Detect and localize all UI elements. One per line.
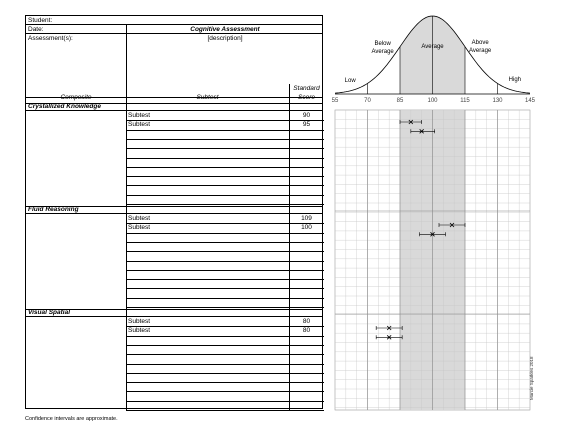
section-name: Fluid Reasoning [28, 206, 79, 213]
description-text: [description] [207, 35, 243, 42]
standard-score: 90 [302, 112, 311, 119]
subtest-row [126, 223, 324, 232]
standard-score: 80 [302, 318, 311, 325]
subtest-name: Subtest [128, 224, 151, 232]
col-score-header-line1: Standard [293, 85, 320, 92]
subtest-name: Subtest [128, 112, 151, 119]
x-tick-label: 145 [524, 98, 536, 104]
subtest-row [126, 120, 324, 129]
section-header [26, 103, 322, 111]
student-row [26, 16, 322, 25]
col-composite-header: Composite [60, 94, 92, 101]
subtest-row [126, 214, 324, 223]
score-plot [325, 108, 540, 412]
curve-region-label: Low [344, 78, 356, 84]
col-score-header-line2: Score [298, 94, 315, 101]
standard-score: 100 [301, 224, 312, 232]
curve-region-label: Average [421, 44, 444, 50]
footnote: Confidence intervals are approximate. [25, 416, 118, 422]
bell-curve [325, 10, 540, 108]
form-title: Cognitive Assessment [190, 26, 260, 33]
section-name: Crystallized Knowledge [28, 103, 101, 110]
watermark: Marcie Sparkles 2018 [529, 356, 534, 400]
student-label: Student: [28, 17, 53, 24]
date-row [26, 25, 322, 34]
date-label: Date: [28, 26, 44, 33]
section-header [26, 309, 322, 317]
standard-score: 95 [302, 121, 311, 129]
section-header [26, 206, 322, 214]
assessment-row [26, 34, 322, 98]
subtest-row [126, 326, 324, 335]
subtest-name: Subtest [128, 215, 151, 222]
assessment-form [25, 15, 323, 409]
x-tick-label: 115 [460, 98, 470, 104]
section-name: Visual Spatial [28, 309, 71, 316]
x-tick-label: 100 [427, 98, 438, 104]
x-tick-label: 85 [396, 98, 404, 104]
x-tick-label: 70 [364, 98, 371, 104]
subtest-name: Subtest [128, 121, 151, 129]
curve-region-label: Above [471, 40, 489, 46]
curve-region-label: Below [374, 41, 391, 47]
assessments-label: Assessment(s): [28, 35, 73, 42]
subtest-row [126, 111, 324, 120]
x-tick-label: 130 [492, 98, 503, 104]
subtest-name: Subtest [128, 327, 151, 335]
curve-region-label: Average [469, 48, 492, 54]
subtest-row [126, 317, 324, 326]
x-tick-label: 55 [331, 98, 339, 104]
curve-region-label: High [508, 77, 522, 83]
curve-region-label: Average [371, 49, 394, 55]
subtest-name: Subtest [128, 318, 151, 325]
standard-score: 109 [301, 215, 312, 222]
col-subtest-header: Subtest [196, 94, 219, 101]
standard-score: 80 [302, 327, 311, 335]
